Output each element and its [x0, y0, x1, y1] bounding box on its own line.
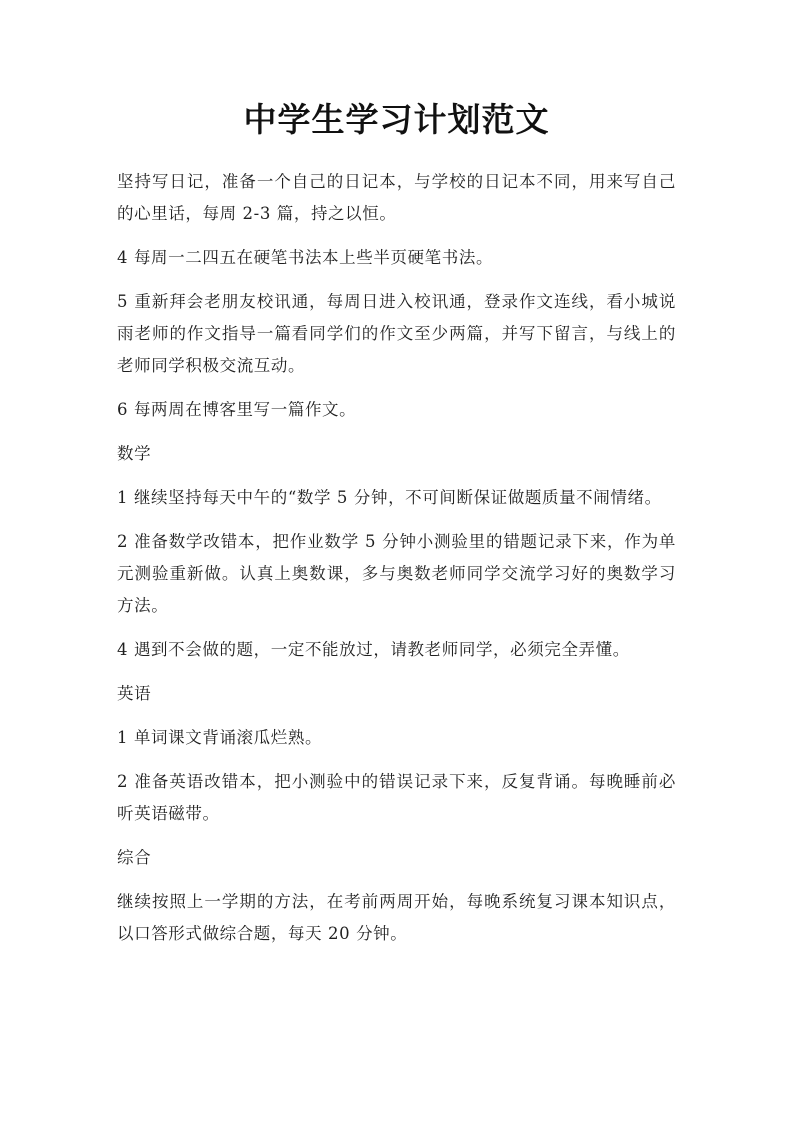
document-title: 中学生学习计划范文: [243, 100, 550, 139]
paragraph-math-4: 4 遇到不会做的题，一定不能放过，请教老师同学，必须完全弄懂。: [117, 640, 630, 659]
paragraph-calligraphy: 4 每周一二四五在硬笔书法本上些半页硬笔书法。: [117, 248, 494, 267]
paragraph-english-2: 2 准备英语改错本，把小测验中的错误记录下来，反复背诵。每晚睡前必听英语磁带。: [117, 772, 676, 823]
paragraph-math-1: 1 继续坚持每天中午的“数学 5 分钟，不可间断保证做题质量不闹情绪。: [117, 488, 662, 507]
paragraph-math-2: 2 准备数学改错本，把作业数学 5 分钟小测验里的错题记录下来，作为单元测验重新做。认真上奥数课，多与奥数老师同学交流学习好的奥数学习方法。: [117, 532, 676, 615]
section-heading-general: 综合: [117, 848, 152, 867]
paragraph-general: 继续按照上一学期的方法，在考前两周开始，每晚系统复习课本知识点，以口答形式做综合题，每天 20 分钟。: [117, 892, 676, 943]
document-body: [117, 166, 676, 950]
section-heading-english: 英语: [117, 684, 152, 703]
paragraph-diary: 坚持写日记，准备一个自己的日记本，与学校的日记本不同，用来写自己的心里话，每周 2-3 篇，持之以恒。: [117, 172, 676, 223]
section-heading-math: 数学: [117, 444, 152, 463]
paragraph-xiaoxuntong: 5 重新拜会老朋友校讯通，每周日进入校讯通，登录作文连线，看小城说雨老师的作文指导一篇看同学们的作文至少两篇，并写下留言，与线上的老师同学积极交流互动。: [117, 292, 676, 375]
paragraph-english-1: 1 单词课文背诵滚瓜烂熟。: [117, 728, 323, 747]
paragraph-blog: 6 每两周在博客里写一篇作文。: [117, 400, 357, 419]
